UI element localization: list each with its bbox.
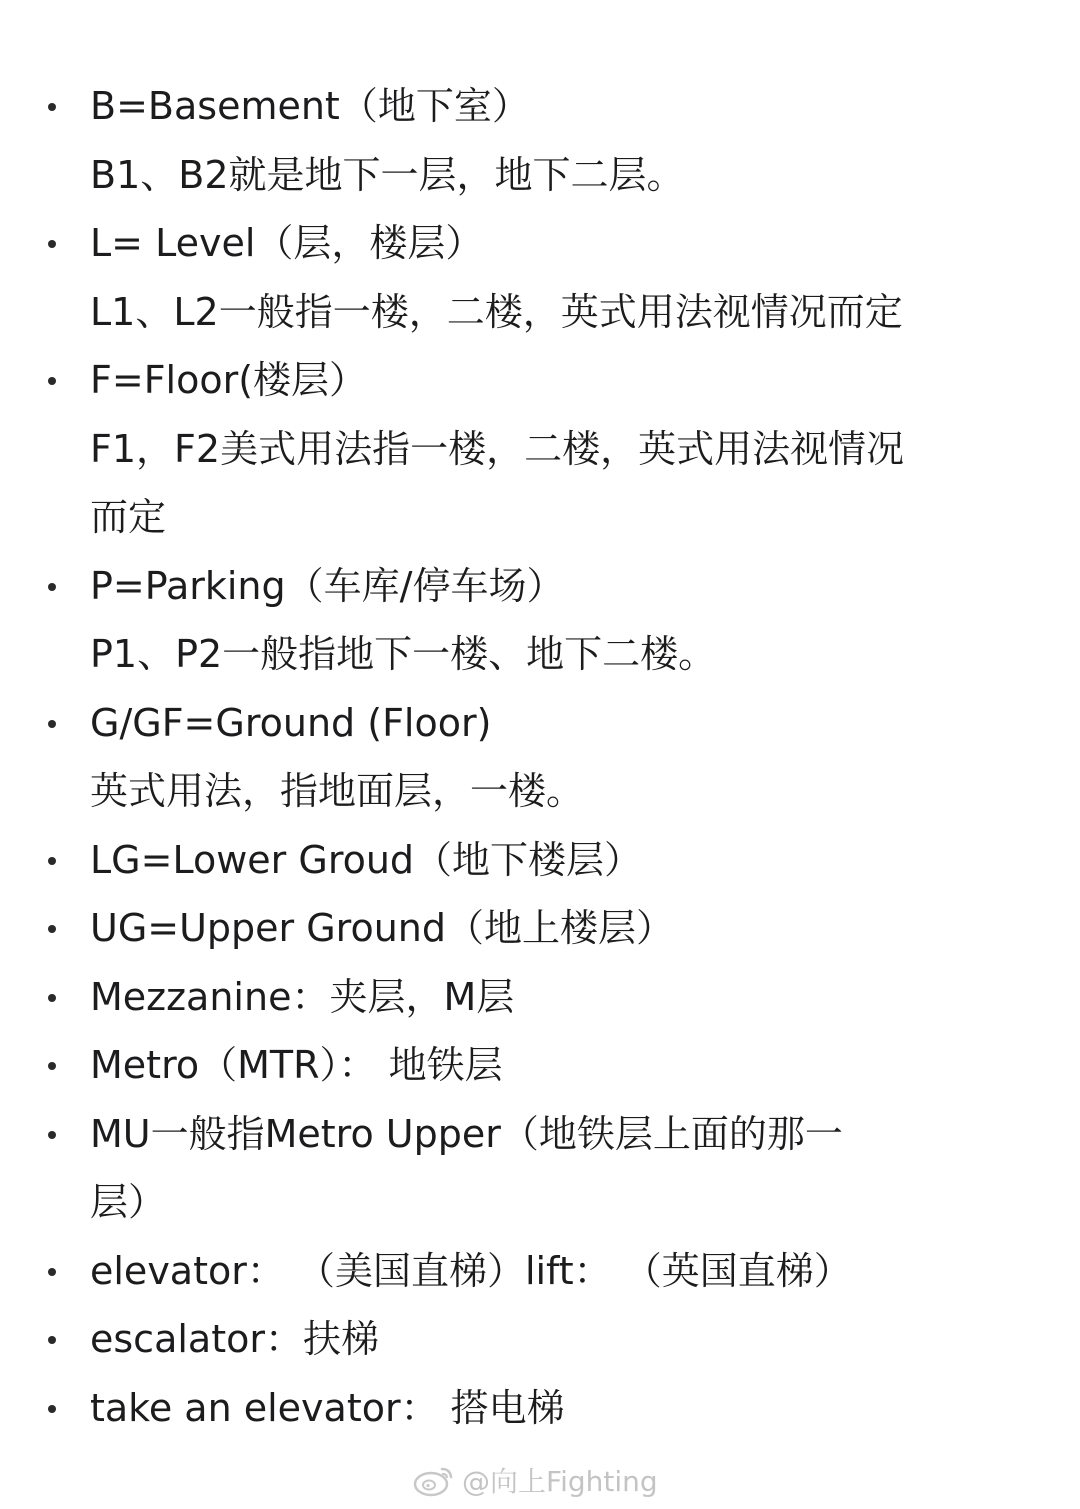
entry-term: L= Level（层，楼层） xyxy=(90,221,484,265)
bullet-icon xyxy=(48,103,56,111)
watermark-text: @向上Fighting xyxy=(462,1465,658,1498)
floor-abbreviation-list xyxy=(0,72,1080,1442)
bullet-icon xyxy=(48,925,56,933)
list-item xyxy=(0,1305,1080,1374)
list-item xyxy=(0,72,1080,209)
entry-description: L1、L2一般指一楼，二楼，英式用法视情况而定 xyxy=(90,289,903,334)
entry-term-continued: 层） xyxy=(90,1180,167,1224)
bullet-icon xyxy=(48,1131,56,1139)
list-item xyxy=(0,1100,1080,1237)
list-item xyxy=(0,552,1080,689)
entry-term: elevator： （美国直梯）lift： （英国直梯） xyxy=(90,1248,852,1293)
list-item xyxy=(0,894,1080,963)
entry-description: P1、P2一般指地下一楼、地下二楼。 xyxy=(90,632,717,676)
bullet-icon xyxy=(48,583,56,591)
list-item xyxy=(0,826,1080,895)
entry-description: 英式用法，指地面层，一楼。 xyxy=(90,769,585,813)
bullet-icon xyxy=(48,1062,56,1070)
list-item xyxy=(0,1237,1080,1306)
document-body xyxy=(0,72,1080,1442)
list-item xyxy=(0,1031,1080,1100)
watermark xyxy=(412,1460,658,1500)
bullet-icon xyxy=(48,377,56,385)
list-item xyxy=(0,209,1080,346)
list-item xyxy=(0,963,1080,1032)
entry-term: MU一般指Metro Upper（地铁层上面的那一 xyxy=(90,1111,843,1156)
entry-term: escalator：扶梯 xyxy=(90,1317,379,1361)
entry-term: LG=Lower Groud（地下楼层） xyxy=(90,837,643,882)
bullet-icon xyxy=(48,1405,56,1413)
bullet-icon xyxy=(48,1336,56,1344)
bullet-icon xyxy=(48,240,56,248)
weibo-icon xyxy=(412,1463,456,1497)
list-item xyxy=(0,689,1080,826)
entry-description: F1，F2美式用法指一楼，二楼，英式用法视情况 xyxy=(90,426,905,471)
bullet-icon xyxy=(48,1268,56,1276)
bullet-icon xyxy=(48,720,56,728)
entry-term: UG=Upper Ground（地上楼层） xyxy=(90,906,675,950)
entry-description-continued: 而定 xyxy=(90,495,167,539)
entry-term: B=Basement（地下室） xyxy=(90,84,530,128)
entry-term: G/GF=Ground (Floor) xyxy=(90,700,492,745)
list-item xyxy=(0,346,1080,552)
list-item xyxy=(0,1374,1080,1443)
entry-term: take an elevator： 搭电梯 xyxy=(90,1385,565,1430)
entry-description: B1、B2就是地下一层，地下二层。 xyxy=(90,152,685,197)
bullet-icon xyxy=(48,857,56,865)
bullet-icon xyxy=(48,994,56,1002)
entry-term: F=Floor(楼层） xyxy=(90,358,368,402)
entry-term: Mezzanine：夹层，M层 xyxy=(90,974,515,1019)
entry-term: P=Parking（车库/停车场） xyxy=(90,563,565,608)
entry-term: Metro（MTR）： 地铁层 xyxy=(90,1043,503,1087)
